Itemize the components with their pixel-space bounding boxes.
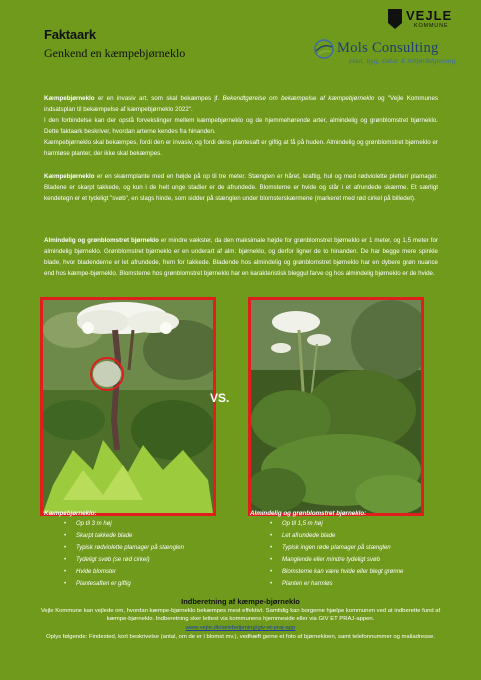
- intro-paragraph-2: I den forbindelse kan der opstå forvekslinger mellem kæmpebjørneklo og de hjemmehørende arter, almindelig og grønblomstret bjørneklo. Dette faktaark beskriver, hvordan arterne kendes fra hinanden.: [44, 117, 438, 135]
- report-link[interactable]: www.vejle.dk/selvbetjening/giv-et-praj-app: [185, 625, 296, 631]
- report-paragraph-1: Vejle Kommune kan vejlede om, hvordan kæmpe-bjørneklo bekæmpes mest effektivt. Samtidig kan borgerne hjælpe kommunen ved at indberette fund af kæmpe-bjørneklo. Indberetning sker lettest via kommunens hjemmeside eller via GIV ET PRAJ-appen.: [40, 608, 441, 622]
- list-item: • Planten er harmløs: [270, 578, 403, 590]
- list-item: • Plantesaften er giftig: [64, 578, 184, 590]
- list-item: • Skarpt takkede blade: [64, 530, 184, 542]
- vejle-kommune-logo: [388, 9, 458, 31]
- giant-text: er en skærmplante med en højde på op til tre meter. Stænglen er håret, kraftig, hul og med rødviolette pletter/ plamager. Bladene er skarpt takkede, og kun i de helt unge stadier er de afrundede. Blomsterne er hvide og står i et afrundede skærme. Et særligt kendetegn er et tydeligt "svøb", en slags hinde, som sidder på stænglen under blomsterskærmene (markeret med rød cirkel på billedet).: [44, 173, 438, 202]
- giant-features-list: [64, 518, 184, 590]
- vejle-logo-name: VEJLE: [406, 8, 453, 23]
- common-hogweed-photo: [248, 297, 424, 516]
- report-heading: Indberetning af kæmpe-bjørneklo: [181, 597, 300, 606]
- vejle-logo-sub: KOMMUNE: [414, 23, 449, 29]
- giant-features-title: Kæmpebjørneklo:: [44, 510, 97, 517]
- list-item: • Op til 3 m høj: [64, 518, 184, 530]
- common-hogweed-illustration: [251, 300, 421, 513]
- crest-icon: [388, 9, 402, 29]
- list-item: • Manglende eller mindre tydeligt svøb: [270, 554, 403, 566]
- giant-hogweed-illustration: [43, 300, 213, 513]
- page-title: Faktaark: [44, 27, 96, 42]
- intro-regulation: Bekendtgørelse om bekæmpelse af kæmpebjørneklo: [222, 95, 375, 102]
- mols-logo-name: Mols Consulting: [337, 40, 439, 56]
- common-hogweed-description: [44, 235, 438, 279]
- intro-text-b: og "Vejle Kommunes indsatsplan til bekæmpelse af kæmpebjørneklo 2022".: [44, 95, 438, 113]
- giant-hogweed-description: [44, 171, 438, 204]
- intro-section: [44, 93, 438, 159]
- list-item: • Let afrundede blade: [270, 530, 403, 542]
- list-item: • Op til 1,5 m høj: [270, 518, 403, 530]
- list-item: • Typisk ingen røde plamager på stænglen: [270, 542, 403, 554]
- intro-lead: Kæmpebjørneklo: [44, 95, 95, 102]
- intro-paragraph-1: [44, 93, 438, 115]
- list-item: • Blomsterne kan være hvide eller blegt grønne: [270, 566, 403, 578]
- intro-paragraph-3: Kæmpebjørneklo skal bekæmpes, fordi den er invasiv, og fordi dens plantesaft er giftig at få på huden. Almindelig og grønblomstret bjørneklo er harmløse planter, der ikke skal bekæmpes.: [44, 139, 438, 157]
- versus-label: VS.: [210, 391, 230, 405]
- mols-logo-tagline: plan, byg, natur & miljørådgivning: [349, 58, 456, 65]
- mols-consulting-logo: [313, 38, 463, 68]
- list-item: • Typisk rødviolette plamager på stænglen: [64, 542, 184, 554]
- common-features-list: [270, 518, 403, 590]
- giant-lead: Kæmpebjørneklo: [44, 173, 95, 180]
- common-text: er mindre vækster, da den maksimale højde for grønblomstret bjørneklo er 1 meter, og 1,5 meter for almindelig bjørneklo. Grønblomstret bjørneklo er en underart af alm. bjørneklo, og derfor ligner de to hinanden. De har begge mere spinkle blade, hvor bladenderne er let afrundede, frem for takkede. Bladende hos almindelig og grønblomstret bjørneklo har en dybere grøn nuance end hos kæmpe-bjørneklo. Blomsterne hos grønblomstret bjørneklo har en karakteristisk bleggul farve og hos almindelig bjørneklo er de hvide.: [44, 237, 439, 277]
- list-item: • Tydeligt svøb (se rød cirkel): [64, 554, 184, 566]
- giant-hogweed-photo: [40, 297, 216, 516]
- report-paragraph-2: Oplys følgende: Findested, kort beskrivelse (antal, om de er i blomst mv.), vedhæft gerne et foto af bjørnekloen, samt telefonnummer og mailadresse.: [46, 634, 435, 640]
- page-subtitle: Genkend en kæmpebjørneklo: [44, 46, 186, 60]
- list-item: • Hvide blomster: [64, 566, 184, 578]
- common-lead: Almindelig og grønblomstret bjørneklo: [44, 237, 159, 244]
- common-features-title: Almindelig og grønblomstret bjørneklo:: [250, 510, 367, 517]
- globe-icon: [313, 38, 335, 60]
- intro-text-a: er en invasiv art, som skal bekæmpes jf.: [94, 95, 223, 102]
